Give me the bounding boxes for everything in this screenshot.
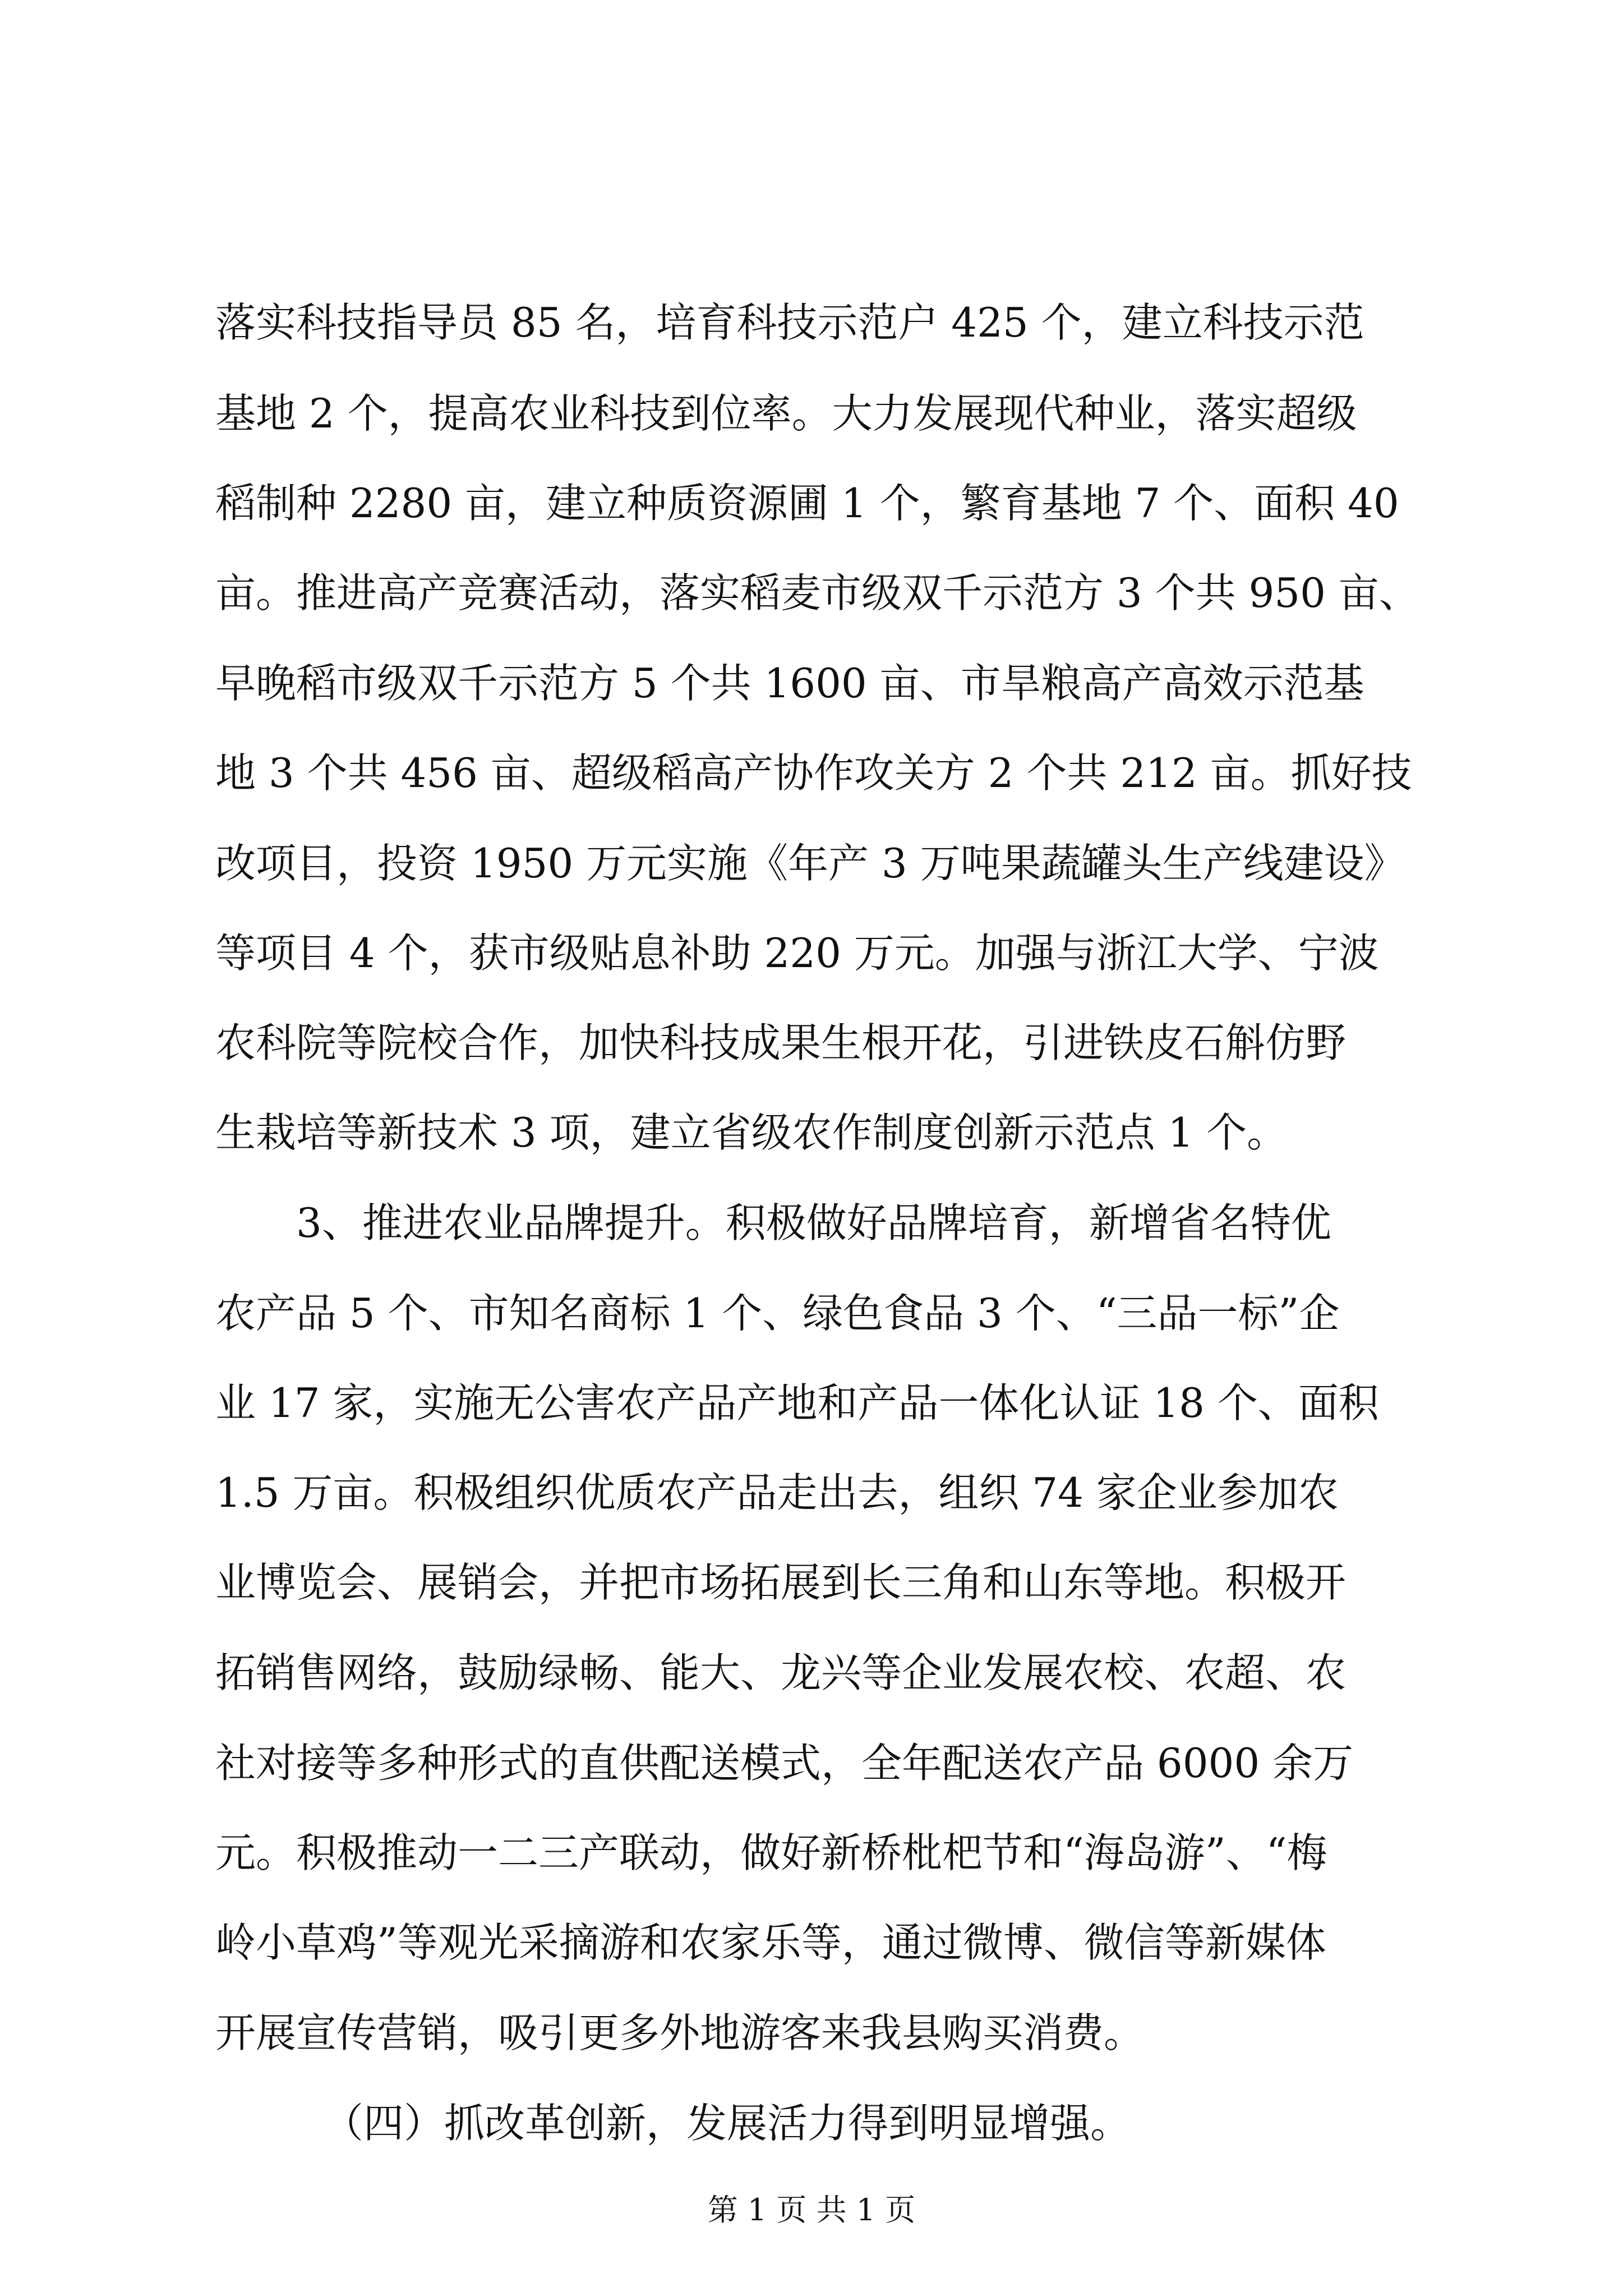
body-line: 改项目，投资 1950 万元实施《年产 3 万吨果蔬罐头生产线建设》 <box>215 840 1405 887</box>
body-line: 业博览会、展销会，并把市场拓展到长三角和山东等地。积极开 <box>215 1559 1347 1606</box>
body-line: 基地 2 个，提高农业科技到位率。大力发展现代种业，落实超级 <box>215 390 1357 437</box>
body-line: 亩。推进高产竞赛活动，落实稻麦市级双千示范方 3 个共 950 亩、 <box>215 569 1419 616</box>
section-heading-4: （四）抓改革创新，发展活力得到明显增强。 <box>323 2100 1131 2147</box>
body-line: 农科院等院校合作，加快科技成果生根开花，引进铁皮石斛仿野 <box>215 1019 1347 1066</box>
body-line: 拓销售网络，鼓励绿畅、能大、龙兴等企业发展农校、农超、农 <box>215 1649 1347 1696</box>
body-line: 落实科技指导员 85 名，培育科技示范户 425 个，建立科技示范 <box>215 299 1364 346</box>
body-line: 开展宣传营销，吸引更多外地游客来我县购买消费。 <box>215 2009 1145 2056</box>
body-line: 元。积极推动一二三产联动，做好新桥枇杷节和“海岛游”、“梅 <box>215 1829 1327 1876</box>
body-line: 早晚稻市级双千示范方 5 个共 1600 亩、市旱粮高产高效示范基 <box>215 660 1364 707</box>
body-line: 社对接等多种形式的直供配送模式，全年配送农产品 6000 余万 <box>215 1740 1354 1787</box>
page-footer: 第 1 页 共 1 页 <box>707 2192 916 2228</box>
body-line: 地 3 个共 456 亩、超级稻高产协作攻关方 2 个共 212 亩。抓好技 <box>215 749 1412 797</box>
body-line: 岭小草鸡”等观光采摘游和农家乐等，通过微博、微信等新媒体 <box>215 1919 1326 1966</box>
body-line: 1.5 万亩。积极组织优质农产品走出去，组织 74 家企业参加农 <box>215 1469 1339 1516</box>
body-line: 等项目 4 个，获市级贴息补助 220 万元。加强与浙江大学、宁波 <box>215 930 1379 977</box>
section-heading-3: 3、推进农业品牌提升。积极做好品牌培育，新增省名特优 <box>296 1199 1331 1246</box>
body-line: 农产品 5 个、市知名商标 1 个、绿色食品 3 个、“三品一标”企 <box>215 1290 1340 1337</box>
body-line: 生栽培等新技术 3 项，建立省级农作制度创新示范点 1 个。 <box>215 1109 1288 1156</box>
body-line: 业 17 家，实施无公害农产品产地和产品一体化认证 18 个、面积 <box>215 1379 1379 1427</box>
body-line: 稻制种 2280 亩，建立种质资源圃 1 个，繁育基地 7 个、面积 40 <box>215 480 1399 527</box>
